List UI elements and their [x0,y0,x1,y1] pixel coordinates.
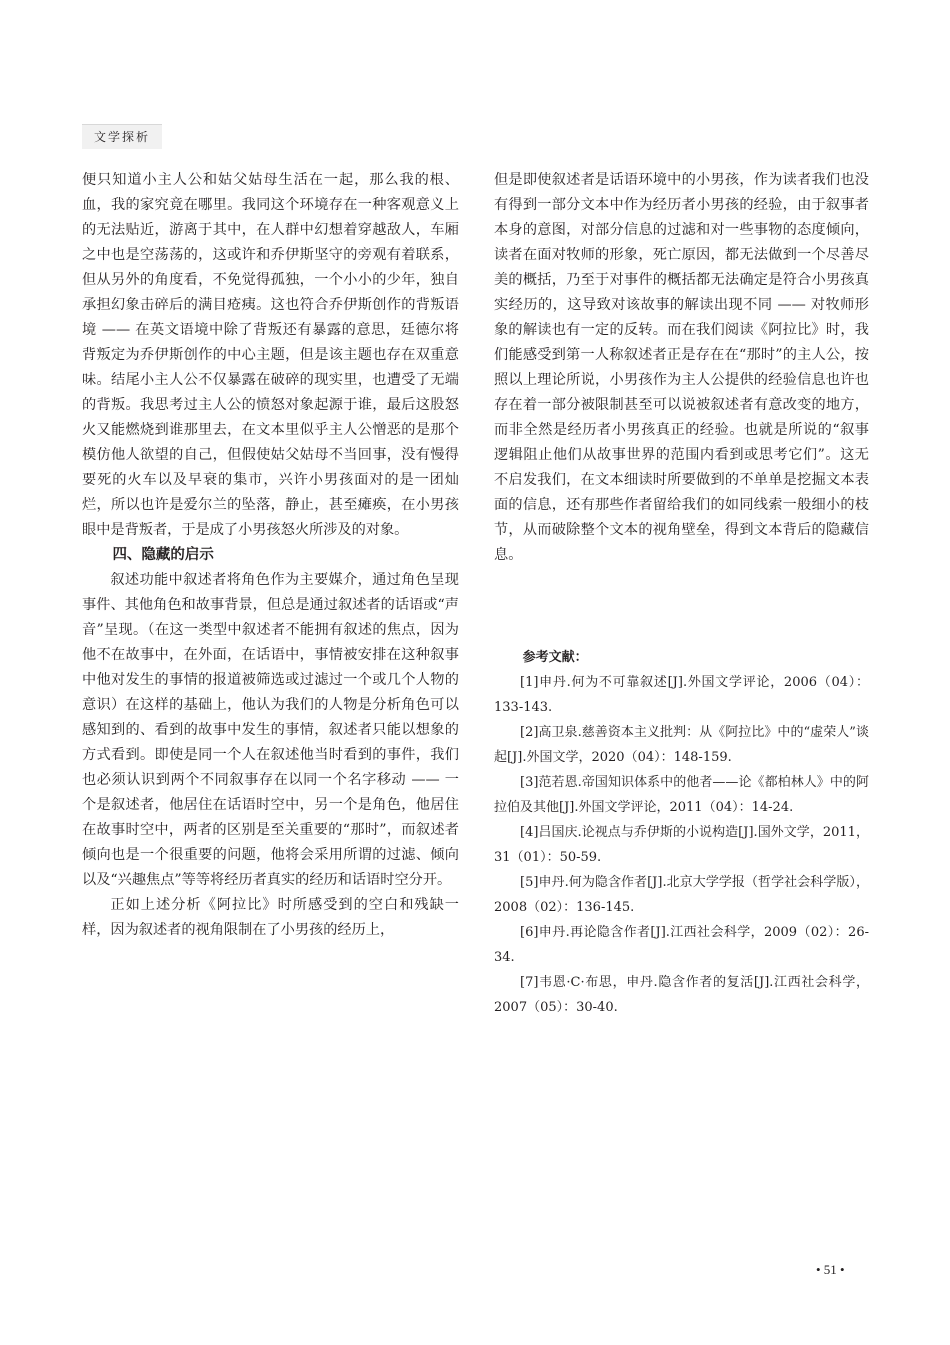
reference-item: [3]范若恩.帝国知识体系中的他者——论《都柏林人》中的阿拉伯及其他[J].外国文学评论，2011（04）：14-24. [494,775,869,815]
body-paragraph: 但是即使叙述者是话语环境中的小男孩，作为读者我们也没有得到一部分文本中作为经历者小男孩的经验，由于叙事者本身的意图，对部分信息的过滤和对一些事物的态度倾向，读者在面对牧师的形象，死亡原因，都无法做到一个尽善尽美的概括，乃至于对事件的概括都无法确定是符合小男孩真实经历的，这导致对该故事的解读出现不同 —— 对牧师形象的解读也有一定的反转。而在我们阅读《阿拉比》时，我们能感受到第一人称叙述者正是存在在“那时”的主人公，按照以上理论所说，小男孩作为主人公提供的经验信息也许也存在着一部分被限制甚至可以说被叙述者有意改变的地方，而非全然是经历者小男孩真正的经验。也就是所说的“叙事逻辑阻止他们从故事世界的范围内看到或思考它们”。这无不启发我们，在文本细读时所要做到的不单单是挖掘文本表面的信息，还有那些作者留给我们的如同线索一般细小的枝节，从而破除整个文本的视角壁垒，得到文本背后的隐藏信息。 [494,172,869,563]
body-paragraph: 叙述功能中叙述者将角色作为主要媒介，通过角色呈现事件、其他角色和故事背景，但总是通过叙述者的话语或“声音”呈现。（在这一类型中叙述者不能拥有叙述的焦点，因为他不在故事中，在外面，在话语中，事情被安排在这种叙事中他对发生的事情的报道被筛选或过滤过一个或几个人物的意识）在这样的基础上，他认为我们的人物是分析角色可以感知到的、看到的故事中发生的事情，叙述者只能以想象的方式看到。即使是同一个人在叙述他当时看到的事件，我们也必须认识到两个不同叙事存在以同一个名字移动 —— 一个是叙述者，他居住在话语时空中，另一个是角色，他居住在故事时空中，两者的区别是至关重要的“那时”，而叙述者倾向也是一个很重要的问题，他将会采用所谓的过滤、倾向以及“兴趣焦点”等等将经历者真实的经历和话语时空分开。 [82,572,459,888]
references-title: 参考文献： [522,650,588,665]
right-column [494,168,869,568]
section-heading: 四、隐藏的启示 [112,547,214,563]
body-paragraph: 正如上述分析《阿拉比》时所感受到的空白和残缺一样，因为叙述者的视角限制在了小男孩的经历上， [82,897,459,938]
reference-item: [7]韦恩·C·布思，申丹.隐含作者的复活[J].江西社会科学，2007（05）：30-40. [494,975,869,1015]
page-number: • 51 • [816,1262,845,1277]
section-tag: 文学探析 [82,124,162,149]
left-column [82,168,459,943]
reference-item: [5]申丹.何为隐含作者[J].北京大学学报（哲学社会科学版），2008（02）：136-145. [494,875,869,915]
body-paragraph: 便只知道小主人公和姑父姑母生活在一起，那么我的根、血，我的家究竟在哪里。我同这个环境存在一种客观意义上的无法贴近，游离于其中，在人群中幻想着穿越敌人，车厢之中也是空荡荡的，这或许和乔伊斯坚守的旁观有着联系，但从另外的角度看，不免觉得孤独，一个小小的少年，独自承担幻象击碎后的满目疮痍。这也符合乔伊斯创作的背叛语境 —— 在英文语境中除了背叛还有暴露的意思，廷德尔将背叛定为乔伊斯创作的中心主题，但是该主题也存在双重意味。结尾小主人公不仅暴露在破碎的现实里，也遭受了无端的背叛。我思考过主人公的愤怒对象起源于谁，最后这股怒火又能燃烧到谁那里去，在文本里似乎主人公憎恶的是那个模仿他人欲望的自己，但假使姑父姑母不当回事，没有慢得要死的火车以及早衰的集市，兴许小男孩面对的是一团灿烂，所以也许是爱尔兰的坠落，静止，甚至瘫痪，在小男孩眼中是背叛者，于是成了小男孩怒火所涉及的对象。 [82,172,459,538]
reference-item: [4]吕国庆.论视点与乔伊斯的小说构造[J].国外文学，2011，31（01）：50-59. [494,825,869,865]
reference-item: [1]申丹.何为不可靠叙述[J].外国文学评论，2006（04）：133-143. [494,675,869,715]
references [494,645,869,1020]
reference-item: [6]申丹.再论隐含作者[J].江西社会科学，2009（02）：26-34. [494,925,869,965]
reference-item: [2]高卫泉.慈善资本主义批判：从《阿拉比》中的“虚荣人”谈起[J].外国文学，2020（04）：148-159. [494,725,869,765]
